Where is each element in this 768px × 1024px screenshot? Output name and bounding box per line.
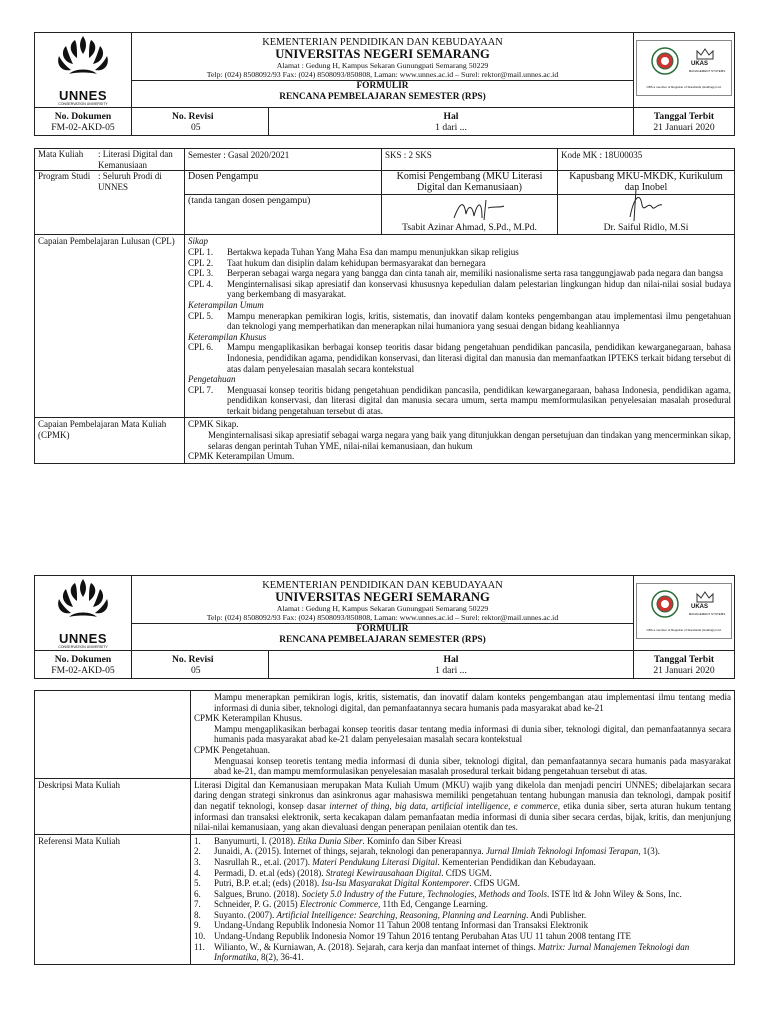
cpmk-khusus-heading: CPMK Keterampilan Khusus. — [194, 713, 303, 724]
unnes-logo-icon — [55, 34, 111, 84]
cpl-item: CPL 4. Menginternalisasi sikap apresiatif dan konservasi khususnya kepedulian dalam pelestarian lingkungan hidup dan nilai-nilai sosial budaya yang berkembang di masyarakat. — [188, 278, 731, 300]
logo-cell — [35, 576, 132, 651]
cpl-item: CPL 3. Berperan sebagai warga negara yang bangga dan cinta tanah air, memiliki nasionalisme serta rasa tanggungjawab pada negara dan bangsa — [188, 268, 724, 279]
doc-number: FM-02-AKD-05 — [51, 121, 115, 133]
ukas-subtext: MANAGEMENT SYSTEMS — [688, 68, 726, 73]
sks-cell: SKS : 2 SKS — [382, 149, 558, 171]
form-title: RENCANA PEMBELAJARAN SEMESTER (RPS) — [279, 92, 486, 102]
form-header-page-2 — [34, 575, 735, 679]
cpmk-khusus-text: Mampu mengaplikasikan berbagai konsep teoritis dasar tentang media informasi di dunia siber, teknologi digital, dan pemanfaatannya secara humanis pada masyarakat abad ke-21 dalam penyelesaian masalah secara kontekstual — [214, 723, 731, 745]
signatory-1-name: Tsabit Azinar Ahmad, S.Pd., M.Pd. — [402, 221, 537, 233]
page-number: 1 dari ... — [435, 121, 467, 133]
cpl-label: Capaian Pembelajaran Lulusan (CPL) — [35, 235, 185, 418]
revision-label: No. Revisi — [172, 110, 214, 122]
references-list — [191, 834, 735, 964]
description-text-italic: internet of thing, big data, artificial intelligence, e commerce — [329, 800, 558, 811]
cpl-khusus-heading: Keterampilan Khusus — [188, 331, 267, 342]
ministry-name: KEMENTERIAN PENDIDIKAN DAN KEBUDAYAAN — [262, 37, 503, 48]
doc-number: FM-02-AKD-05 — [51, 664, 115, 676]
ukas-crown-icon — [695, 590, 715, 604]
certification-seal-icon — [651, 590, 679, 618]
unnes-logo-icon — [55, 577, 111, 627]
university-name: UNIVERSITAS NEGERI SEMARANG — [275, 47, 490, 61]
issue-date-label: Tanggal Terbit — [653, 110, 715, 122]
semester-cell: Semester : Gasal 2020/2021 — [185, 149, 382, 171]
logo-subtext: CONSERVATION UNIVERSITY — [58, 645, 108, 649]
revision-label: No. Revisi — [172, 653, 214, 665]
course-detail-table — [34, 690, 735, 965]
description-text-2: , etika dunia siber, serta aturan hukum tentang informasi dan transaksi elektronik, serta kecakapan dalam pemanfaatan media informasi di dunia siber secara cerdas, bijak, kritis, dan menjunjung nilai-nilai kemanusiaan, yang akan dievaluasi dengan penerapan penilaian otentik dan tes. — [194, 800, 731, 833]
cpl-item: CPL 6. Mampu mengaplikasikan berbagai konsep teoritis dasar bidang pengetahuan pendidikan pancasila, pendidikan kewarganegaraan, bahasa Indonesia, pendidikan agama, pendidikan konservasi, dan literasi digital dan manusia dan memanfaatkan IPTEKS terkait bidang tersebut di atas dalam penyelesaian masalah secara kontekstual — [188, 342, 731, 374]
university-name: UNIVERSITAS NEGERI SEMARANG — [275, 590, 490, 604]
commission-label: Komisi Pengembang (MKU Literasi Digital dan Kemanusiaan) — [382, 171, 558, 195]
doc-number-label: No. Dokumen — [54, 110, 112, 122]
cpl-pengetahuan-heading: Pengetahuan — [188, 374, 236, 385]
revision-number: 05 — [191, 121, 201, 133]
cpmk-pengetahuan-text: Menguasai konsep teoretis tentang media informasi di dunia siber, teknologi digital, dan pemanfaatannya secara humanis pada masyarakat abad ke-21, dan mampu memformulasikan penyelesaian masalah prosedural terkait bidang pengetahuan tersebut di atas. — [214, 755, 731, 777]
cpl-umum-heading: Keterampilan Umum — [188, 299, 264, 310]
signatory-2-name: Dr. Saiful Ridlo, M.Si — [603, 221, 689, 233]
page-label: Hal — [443, 653, 459, 665]
reference-item: 7. Schneider, P. G. (2015) Electronic Commerce, 11th Ed, Cengange Learning. — [194, 899, 488, 910]
issue-date-label: Tanggal Terbit — [653, 653, 715, 665]
cpl-item: CPL 1. Bertakwa kepada Tuhan Yang Maha Esa dan mampu menunjukkan sikap religius — [188, 246, 519, 257]
form-label: FORMULIR — [356, 624, 409, 634]
signature-1-icon — [448, 196, 508, 226]
cpmk-content — [185, 418, 735, 463]
course-info-table — [34, 148, 735, 464]
lecturer-signature-placeholder: (tanda tangan dosen pengampu) — [185, 195, 382, 235]
page-number: 1 dari ... — [435, 664, 467, 676]
reference-item: 11. Wilianto, W., & Kurniawan, A. (2018). Sejarah, cara kerja dan manfaat internet of things. Matrix: Jurnal Manajemen Teknologi dan Informatika, 8(2), 36-41. — [194, 941, 690, 963]
certification-seal-icon — [651, 47, 679, 75]
description-text-1: Literasi Digital dan Kemanusiaan merupakan Mata Kuliah Umum (MKU) wajib yang dikelola dan menjadi penciri UNNES; dibelajarkan secara daring dengan strategi sinkronus dan asinkronus agar mahasiswa memiliki pengetahuan tentang hubungan manusia dan teknologi, dampak positif dan negatif teknologi, konsep dasar — [194, 779, 731, 811]
course-name: : Literasi Digital dan Kemanusiaan — [98, 149, 173, 170]
doc-number-label: No. Dokumen — [54, 653, 112, 665]
course-code-cell: Kode MK : 18U00035 — [558, 149, 735, 171]
cert-caption: CBS a member of Registrar of Standards (Holdings) Ltd. — [646, 84, 722, 89]
cert-caption: CBS a member of Registrar of Standards (Holdings) Ltd. — [646, 627, 722, 632]
cert-cell — [634, 576, 735, 651]
reference-item: 3. Nasrullah R., et.al. (2017). Materi Pendukung Literasi Digital. Kementerian Pendidikan dan Kebudayaan. — [194, 856, 596, 867]
cpl-content — [185, 235, 735, 418]
ukas-subtext: MANAGEMENT SYSTEMS — [688, 611, 726, 616]
ukas-text: UKAS — [691, 60, 709, 67]
cpl-item: CPL 5. Mampu menerapkan pemikiran logis, kritis, sistematis, dan inovatif dalam konteks pengembangan atau implementasi ilmu pengetahuan dan teknologi yang memperhatikan dan menerapkan nilai humaniora yang sesuai dengan bidang keahliannya — [188, 310, 731, 332]
cpmk-continued-label-cell — [35, 691, 191, 779]
kapusbang-label: Kapusbang MKU-MKDK, Kurikulum dan Inobel — [558, 171, 735, 195]
description-content — [191, 778, 735, 834]
cpmk-umum-text: Mampu menerapkan pemikiran logis, kritis, sistematis, dan inovatif dalam konteks pengembangan atau implementasi ilmu tentang media informasi di dunia siber, teknologi digital, dan pemanfaatannya secara humanis pada masyarakat abad ke-21 — [214, 692, 731, 713]
logo-text: UNNES — [58, 88, 107, 103]
cpmk-continued-content — [191, 691, 735, 779]
logo-text: UNNES — [58, 631, 107, 646]
ukas-crown-icon — [695, 47, 715, 61]
form-label: FORMULIR — [356, 81, 409, 91]
issue-date: 21 Januari 2020 — [653, 664, 715, 676]
header-institution — [132, 33, 634, 108]
cpmk-umum-heading: CPMK Keterampilan Umum. — [188, 451, 295, 462]
cpl-item: CPL 7. Menguasai konsep teoritis bidang pengetahuan pendidikan pancasila, pendidikan kewarganegaraan, bahasa Indonesia, pendidikan agama, pendidikan konservasi, dan literasi digital dan manusia secara umum, serta mampu memformulasikan penyelesaian masalah prosedural terkait bidang pengetahuan tersebut di atas. — [188, 384, 731, 416]
cpmk-pengetahuan-heading: CPMK Pengetahuan. — [194, 744, 270, 755]
cpl-item: CPL 2. Taat hukum dan disiplin dalam kehidupan bermasyarakat dan bernegara — [188, 257, 486, 268]
cpmk-sikap-text: Menginternalisasi sikap apresiatif sebagai warga negara yang baik yang ditunjukkan dengan persetujuan dan tindakan yang mencerminkan sikap, selaras dengan perintah Tuhan YME, nilai-nilai kemanusiaan, dan hukum — [208, 430, 731, 451]
form-header-page-1 — [34, 32, 735, 136]
cpmk-sikap-heading: CPMK Sikap. — [188, 419, 239, 430]
references-label: Referensi Mata Kuliah — [35, 834, 191, 964]
lecturer-label: Dosen Pengampu — [185, 171, 382, 195]
university-address: Alamat : Gedung H, Kampus Sekaran Gunungpati Semarang 50229 — [276, 604, 489, 613]
university-contact: Telp: (024) 8508092/93 Fax: (024) 8508093/850808, Laman: www.unnes.ac.id – Surel: rektor@mail.unnes.ac.id — [206, 70, 559, 79]
reference-item: 4. Permadi, D. et.al (eds) (2018). Strategi Kewirausahaan Digital. CfDS UGM. — [194, 867, 492, 878]
logo-cell — [35, 33, 132, 108]
signature-2-icon — [620, 187, 670, 223]
prodi-value: : Seluruh Prodi di UNNES — [98, 171, 162, 192]
cpmk-label: Capaian Pembelajaran Mata Kuliah (CPMK) — [35, 418, 185, 463]
prodi-label: Program Studi — [38, 171, 91, 182]
cert-cell — [634, 33, 735, 108]
course-label: Mata Kuliah — [38, 149, 84, 159]
header-institution — [132, 576, 634, 651]
reference-item: 9. Undang-Undang Republik Indonesia Nomor 11 Tahun 2008 tentang Informasi dan Transaksi Elektronik — [194, 920, 589, 931]
reference-item: 10. Undang-Undang Republik Indonesia Nomor 19 Tahun 2016 tentang Perubahan Atas UU 11 tahun 2008 tentang ITE — [194, 931, 632, 942]
logo-subtext: CONSERVATION UNIVERSITY — [58, 102, 108, 106]
revision-number: 05 — [191, 664, 201, 676]
reference-item: 6. Salgues, Bruno. (2018). Society 5.0 Industry of the Future, Technologies, Methods and Tools. ISTE ltd & John Wiley & Sons, Inc. — [194, 888, 682, 899]
university-address: Alamat : Gedung H, Kampus Sekaran Gunungpati Semarang 50229 — [276, 61, 489, 70]
reference-item: 5. Putri, B.P. et.al; (eds) (2018). Isu-Isu Masyarakat Digital Kontemporer. CfDS UGM. — [194, 878, 520, 889]
page-label: Hal — [443, 110, 459, 122]
cpl-sikap-heading: Sikap — [188, 236, 208, 247]
ministry-name: KEMENTERIAN PENDIDIKAN DAN KEBUDAYAAN — [262, 580, 503, 591]
form-title: RENCANA PEMBELAJARAN SEMESTER (RPS) — [279, 635, 486, 645]
ukas-text: UKAS — [691, 603, 709, 610]
description-label: Deskripsi Mata Kuliah — [35, 778, 191, 834]
university-contact: Telp: (024) 8508092/93 Fax: (024) 8508093/850808, Laman: www.unnes.ac.id – Surel: rektor@mail.unnes.ac.id — [206, 613, 559, 622]
reference-item: 2. Junaidi, A. (2015). Internet of things, sejarah, teknologi dan penerapannya. Jurnal Ilmiah Teknologi Infomasi Terapan, 1(3). — [194, 846, 661, 857]
reference-item: 8. Suyanto. (2007). Artificial Intelligence: Searching, Reasoning, Planning and Learning. Andi Publisher. — [194, 909, 587, 920]
reference-item: 1. Banyumurti, I. (2018). Etika Dunia Siber. Kominfo dan Siber Kreasi — [194, 835, 462, 846]
issue-date: 21 Januari 2020 — [653, 121, 715, 133]
